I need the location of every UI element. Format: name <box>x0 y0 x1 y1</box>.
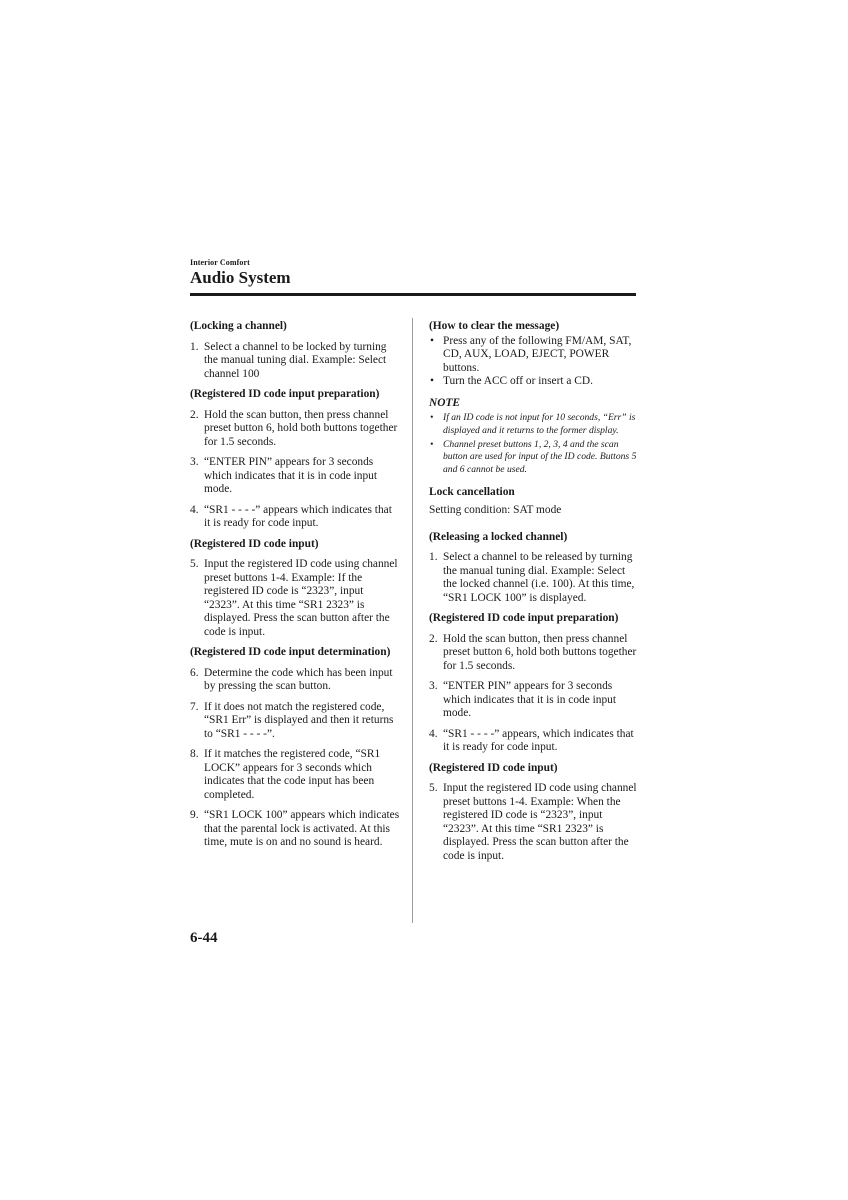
step-text: Hold the scan button, then press channel preset button 6, hold both buttons together for 1.5 seconds. <box>204 408 398 448</box>
step-text: If it does not match the registered code, “SR1 Err” is displayed and then it returns to “SR1 - - - -”. <box>204 700 394 740</box>
bullet-item <box>429 375 639 389</box>
bullet-icon: • <box>430 438 434 450</box>
note-item <box>429 412 639 438</box>
step-text: “SR1 LOCK 100” appears which indicates that the parental lock is activated. At this time, mute is on and no sound is heard. <box>204 809 400 848</box>
step-text: Select a channel to be released by turning the manual tuning dial. Example: Select the locked channel (i.e. 100). At this time, “SR1 LOCK 100” is displayed. <box>443 551 635 604</box>
step-item <box>190 409 400 450</box>
step-text: “SR1 - - - -” appears, which indicates that it is ready for code input. <box>443 727 634 754</box>
step-number: 7. <box>190 700 199 713</box>
section-heading: (Registered ID code input) <box>190 537 319 550</box>
step-number: 2. <box>429 632 438 645</box>
step-text: Input the registered ID code using channel preset buttons 1-4. Example: When the registered ID code is “2323”, input “2323”. At this time “SR1 2323” is displayed. Press the scan button after the code is input. <box>443 782 637 862</box>
step-number: 1. <box>190 340 199 353</box>
left-column <box>190 320 400 857</box>
bullet-icon: • <box>430 412 434 423</box>
step-item <box>190 341 400 382</box>
step-number: 4. <box>429 727 438 740</box>
step-number: 3. <box>429 680 438 693</box>
step-item <box>190 558 400 639</box>
page-number: 6-44 <box>190 930 218 946</box>
step-number: 8. <box>190 748 199 760</box>
section-label: Interior Comfort <box>190 258 250 267</box>
step-item <box>429 633 639 674</box>
step-text: “ENTER PIN” appears for 3 seconds which indicates that it is in code input mode. <box>443 680 617 720</box>
step-item <box>190 504 400 531</box>
right-column <box>429 320 639 870</box>
step-item <box>190 809 400 850</box>
step-item <box>190 456 400 497</box>
note-item <box>429 439 639 477</box>
bullet-text: Press any of the following FM/AM, SAT, CD, AUX, LOAD, EJECT, POWER buttons. <box>443 334 632 374</box>
bullet-text: Turn the ACC off or insert a CD. <box>443 375 593 387</box>
lock-cancellation-heading: Lock cancellation <box>429 485 515 498</box>
column-divider <box>412 318 413 923</box>
bullet-list <box>429 335 639 389</box>
setting-condition: Setting condition: SAT mode <box>429 504 562 517</box>
step-text: “ENTER PIN” appears for 3 seconds which indicates that it is in code input mode. <box>204 456 378 495</box>
note-text: If an ID code is not input for 10 seconds, “Err” is displayed and it returns to the former display. <box>443 412 636 436</box>
step-text: If it matches the registered code, “SR1 LOCK” appears for 3 seconds which indicates that the code input has been completed. <box>204 748 381 801</box>
step-text: “SR1 - - - -” appears which indicates that it is ready for code input. <box>204 503 392 529</box>
step-item <box>429 680 639 721</box>
section-heading: (How to clear the message) <box>429 320 560 332</box>
step-text: Hold the scan button, then press channel preset button 6, hold both buttons together for 1.5 seconds. <box>443 632 637 672</box>
step-number: 6. <box>190 666 199 679</box>
note-title: NOTE <box>429 396 461 409</box>
step-item <box>190 667 400 694</box>
section-heading: (Locking a channel) <box>190 320 287 332</box>
section-heading: (Registered ID code input preparation) <box>190 388 380 400</box>
page-title: Audio System <box>190 268 291 287</box>
step-number: 3. <box>190 456 199 468</box>
step-item <box>190 748 400 802</box>
note-list <box>429 412 639 477</box>
step-number: 1. <box>429 551 438 564</box>
title-rule <box>190 293 636 296</box>
step-item <box>429 551 639 605</box>
step-text: Select a channel to be locked by turning the manual tuning dial. Example: Select channel 100 <box>204 340 387 380</box>
bullet-icon: • <box>430 375 434 387</box>
bullet-item <box>429 335 639 376</box>
section-heading: (Registered ID code input preparation) <box>429 612 619 625</box>
step-number: 5. <box>429 782 438 795</box>
step-text: Input the registered ID code using channel preset buttons 1-4. Example: If the registered ID code is “2323”, input “2323”. At this time “SR1 2323” is displayed. Press the scan button after the code is input. <box>204 558 398 638</box>
step-number: 2. <box>190 408 199 421</box>
section-heading: (Registered ID code input determination) <box>190 646 391 658</box>
step-item <box>190 701 400 742</box>
step-number: 9. <box>190 809 199 821</box>
step-item <box>429 728 639 755</box>
section-heading: (Registered ID code input) <box>429 761 558 774</box>
bullet-icon: • <box>430 334 434 347</box>
step-item <box>429 782 639 863</box>
section-heading: (Releasing a locked channel) <box>429 530 568 543</box>
step-number: 4. <box>190 503 199 516</box>
step-number: 5. <box>190 558 199 570</box>
step-text: Determine the code which has been input by pressing the scan button. <box>204 666 393 692</box>
note-text: Channel preset buttons 1, 2, 3, 4 and the scan button are used for input of the ID code. Buttons 5 and 6 cannot be used. <box>443 438 637 476</box>
